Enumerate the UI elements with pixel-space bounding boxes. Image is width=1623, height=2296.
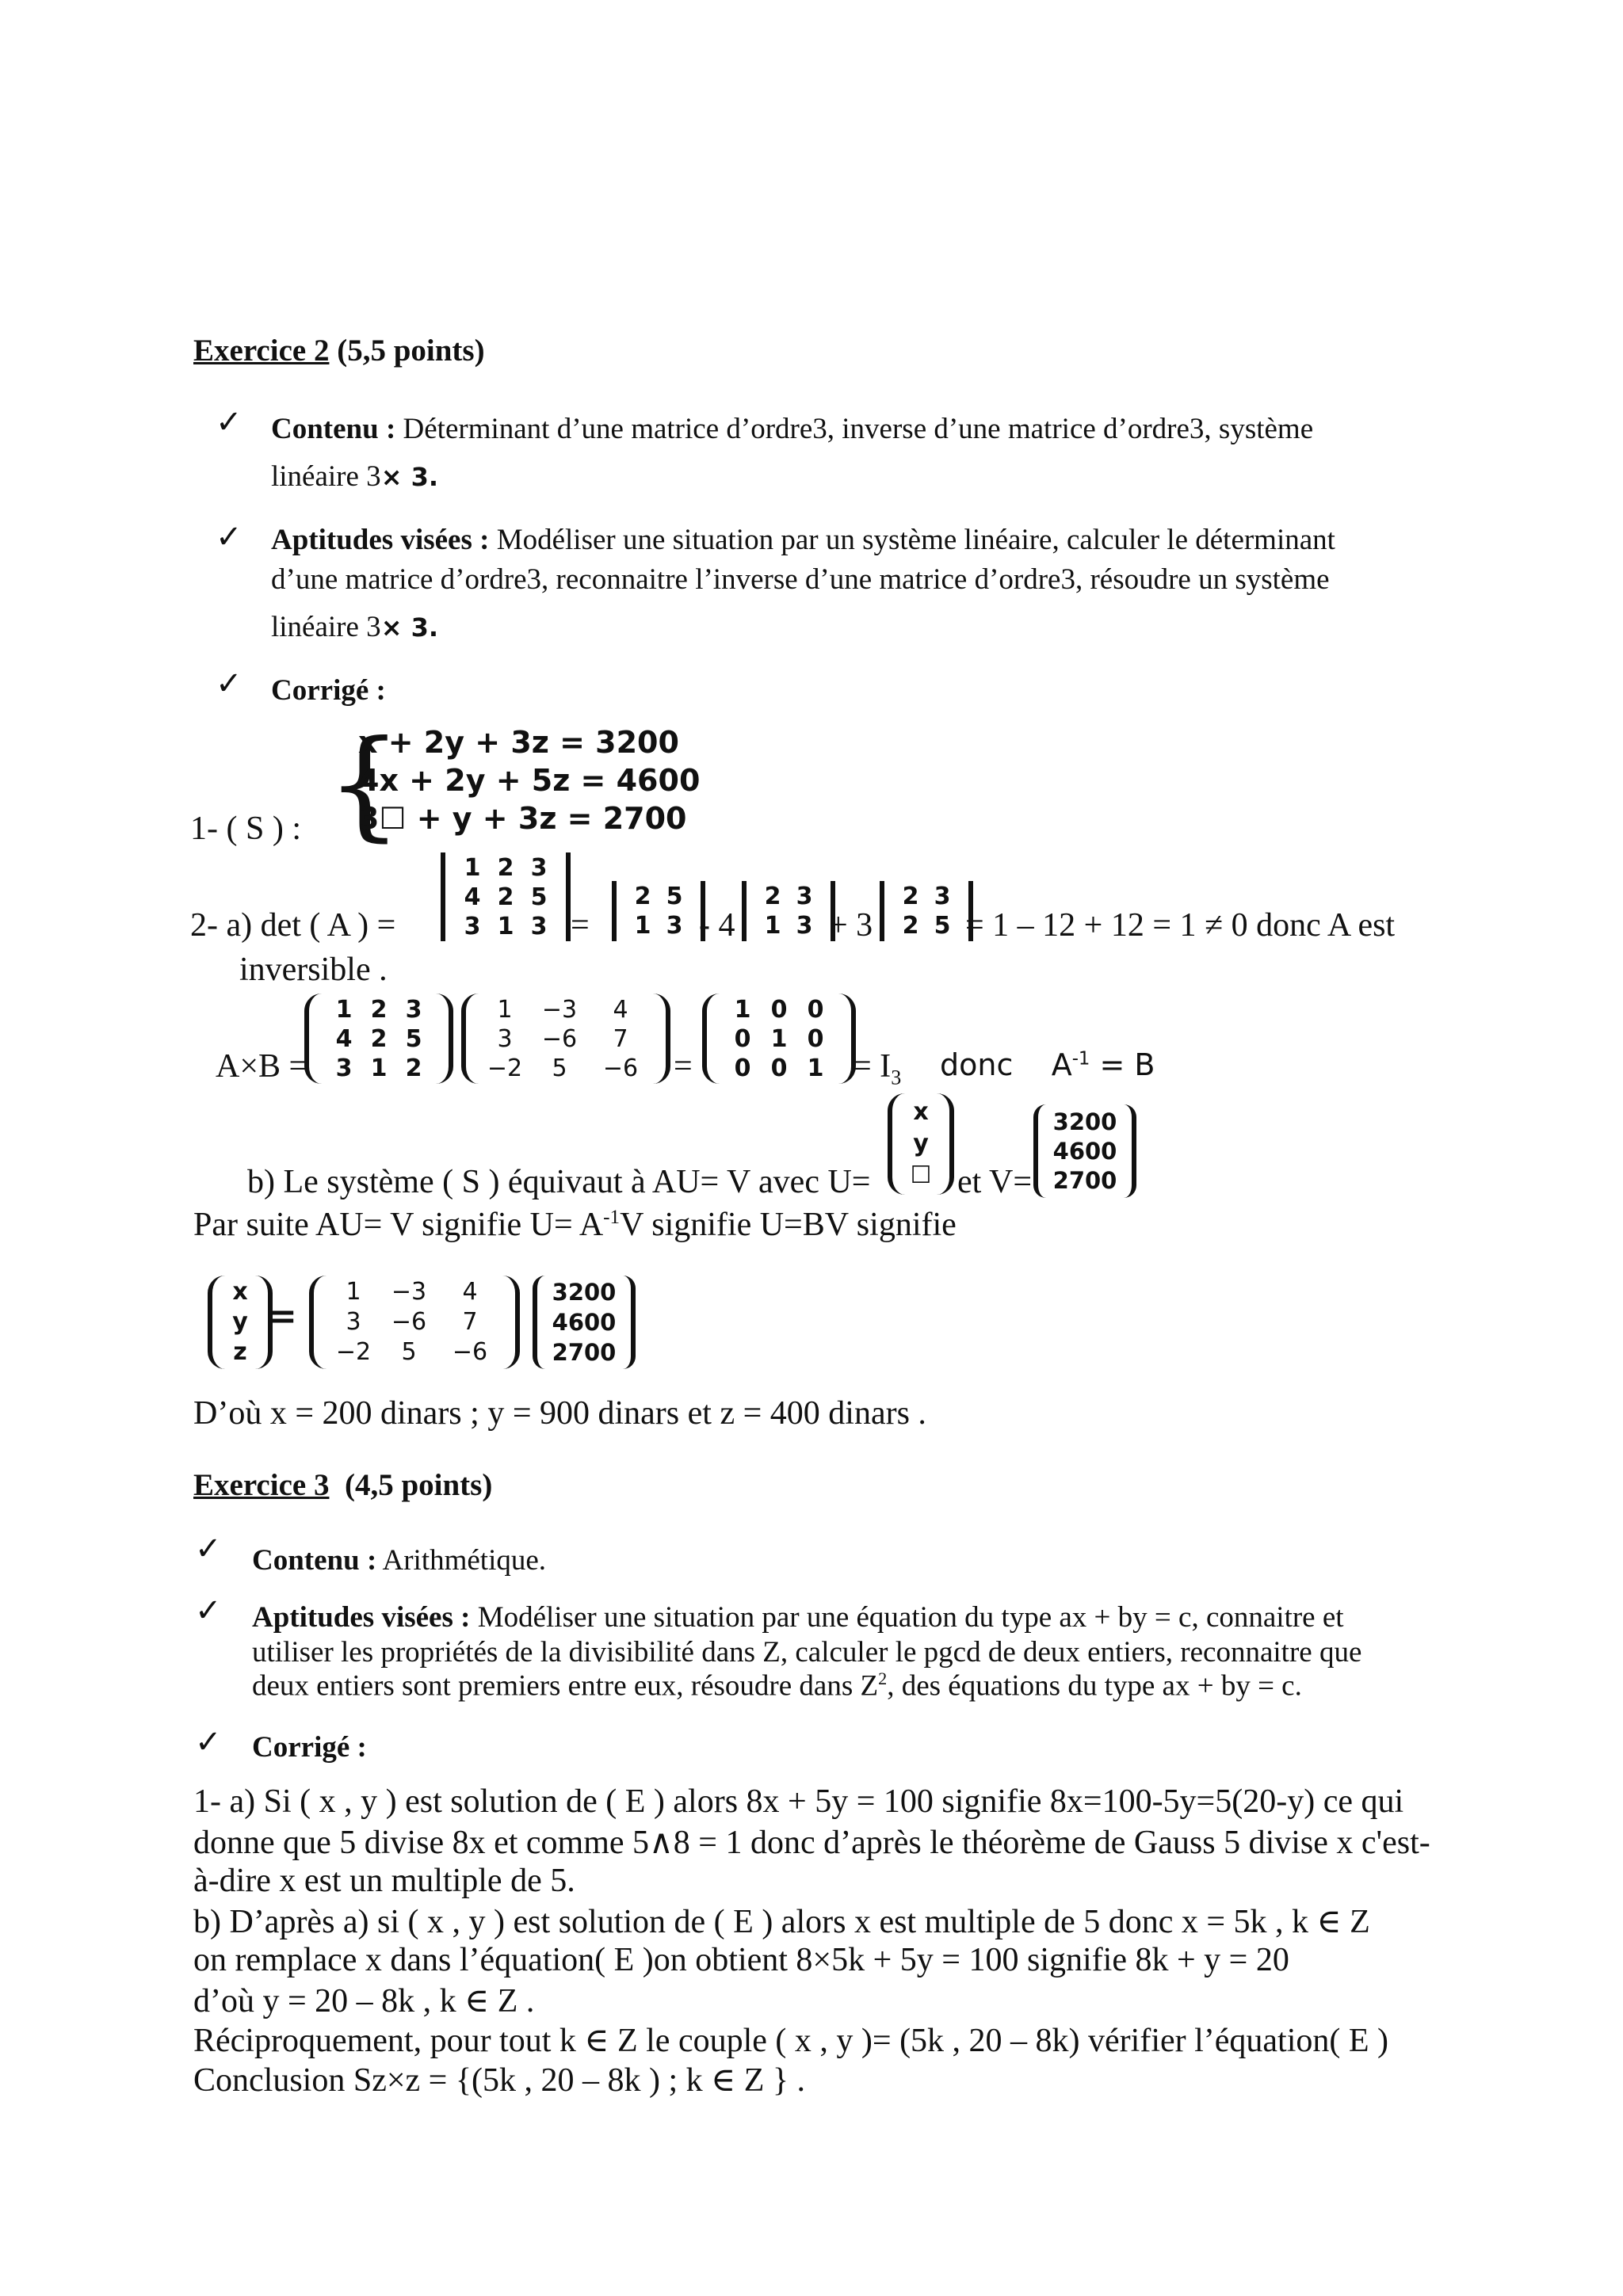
aptitudes-line1: Modéliser une situation par un système linéaire, calculer le déterminant xyxy=(496,524,1335,556)
contenu-label: Contenu : xyxy=(271,413,396,445)
matrix-b-final: 1 −3 4 3 −6 7 −2 5 −6 xyxy=(309,1276,520,1369)
contenu-text: Arithmétique. xyxy=(382,1544,547,1577)
ex3-line-8: Conclusion Sz×z = {(5k , 20 – 8k ) ; k ∈ Z } . xyxy=(193,2062,806,2099)
equals-i3: = $I_3$ xyxy=(853,1048,902,1089)
check-icon: ✓ xyxy=(195,1724,222,1760)
check-icon: ✓ xyxy=(195,1531,222,1567)
contenu-text2: linéaire 3 xyxy=(271,460,381,493)
axb-label: A×B = xyxy=(216,1048,308,1085)
contenu-text: Déterminant d’une matrice d’ordre3, inverse d’une matrice d’ordre3, système xyxy=(403,413,1314,445)
minor1-matrix: 2 5 1 3 xyxy=(612,881,705,941)
donc-a-inv-b: donc $A^{-1} = B$ xyxy=(940,1047,1155,1082)
ex2-aptitudes-line3 xyxy=(271,610,438,644)
ex3-aptitudes-line3: deux entiers sont premiers entre eux, résoudre dans $Z^2$, des équations du type ax + by = c. xyxy=(252,1669,1302,1703)
ex3-line-3: à-dire x est un multiple de 5. xyxy=(193,1863,575,1899)
b-text: b) Le système ( S ) équivaut à AU= V avec U= xyxy=(247,1164,871,1200)
minor2-matrix: 2 3 1 3 xyxy=(742,881,835,941)
ex3-line-6: d’où y = 20 – 8k , k ∈ Z . xyxy=(193,1983,535,2019)
ex3-aptitudes xyxy=(252,1600,1344,1634)
corrige-label: Corrigé : xyxy=(252,1731,367,1764)
det-result: = 1 – 12 + 12 = 1 ≠ 0 donc A est xyxy=(965,907,1396,944)
det-a-matrix: 1 2 3 4 2 5 3 1 3 xyxy=(441,852,571,941)
aptitudes-label: Aptitudes visées : xyxy=(271,524,490,556)
system-brace: { xyxy=(327,715,403,853)
ex2-contenu-line2 xyxy=(271,460,438,494)
ex2-result: D’où x = 200 dinars ; y = 900 dinars et z = 400 dinars . xyxy=(193,1395,926,1432)
aptitudes-label: Aptitudes visées : xyxy=(252,1601,471,1634)
vector-xyz: x y z xyxy=(208,1276,273,1369)
times3: × 3. xyxy=(380,462,439,492)
ex3-points: (4,5 points) xyxy=(344,1468,493,1502)
ex2-title: Exercice 2 xyxy=(193,334,330,368)
system-eq1: x + 2y + 3z = 3200 xyxy=(358,725,679,760)
vector-v-final: 3200 4600 2700 xyxy=(533,1276,636,1369)
ex2-points: (5,5 points) xyxy=(337,334,485,368)
minus-four: - 4 xyxy=(699,907,735,944)
ex3-line-5: on remplace x dans l’équation( E )on obtient 8×5k + 5y = 100 signifie 8k + y = 20 xyxy=(193,1942,1289,1978)
aptitudes-line3: linéaire 3 xyxy=(271,611,381,643)
ex3-contenu xyxy=(252,1543,546,1577)
ex3-line-4: b) D’après a) si ( x , y ) est solution de ( E ) alors x est multiple de 5 donc x = 5k , k ∈ Z xyxy=(193,1904,1370,1940)
equals-sign: = xyxy=(674,1048,693,1085)
identity-matrix: 1 0 0 0 1 0 0 0 1 xyxy=(702,994,856,1084)
minor3-matrix: 2 3 2 5 xyxy=(880,881,973,941)
system-eq3: 3☐ + y + 3z = 2700 xyxy=(358,801,687,836)
check-icon: ✓ xyxy=(216,404,242,441)
q2a-label: 2- a) det ( A ) = xyxy=(190,907,396,944)
contenu-label: Contenu : xyxy=(252,1544,377,1577)
ex2-contenu xyxy=(271,412,1313,446)
par-suite-line: Par suite AU= V signifie $U= A^{-1}V$ signifie U=BV signifie xyxy=(193,1207,957,1243)
equals-sign: = xyxy=(571,907,590,944)
linear-system xyxy=(358,723,700,837)
ex2-aptitudes xyxy=(271,523,1335,557)
corrige-label: Corrigé : xyxy=(271,674,386,707)
q1-label: 1- ( S ) : xyxy=(190,810,301,847)
matrix-b: 1 −3 4 3 −6 7 −2 5 −6 xyxy=(461,994,670,1084)
ex3-line-1: 1- a) Si ( x , y ) est solution de ( E ) alors 8x + 5y = 100 signifie 8x=100-5y=5(20-y) ce qui xyxy=(193,1783,1404,1820)
equals-sign: = xyxy=(268,1296,297,1337)
system-eq2: 4x + 2y + 5z = 4600 xyxy=(358,763,701,798)
aptitudes-line2: utiliser les propriétés de la divisibilité dans Z, calculer le pgcd de deux entiers, reconnaitre que xyxy=(252,1636,1362,1669)
matrix-a: 1 2 3 4 2 5 3 1 2 xyxy=(304,994,453,1084)
aptitudes-line1: Modéliser une situation par une équation du type ax + by = c, connaitre et xyxy=(477,1601,1344,1634)
ex2-heading xyxy=(193,333,485,368)
check-icon: ✓ xyxy=(195,1592,222,1629)
vector-v: 3200 4600 2700 xyxy=(1033,1104,1136,1198)
times3: × 3. xyxy=(380,612,439,643)
ex3-title: Exercice 3 xyxy=(193,1468,330,1502)
et-v: et V= xyxy=(957,1164,1033,1200)
ex3-line-7: Réciproquement, pour tout k ∈ Z le couple ( x , y )= (5k , 20 – 8k) vérifier l’équation( E ) xyxy=(193,2023,1389,2059)
ex3-line-2: donne que 5 divise 8x et comme 5∧8 = 1 donc d’après le théorème de Gauss 5 divise x c'est- xyxy=(193,1825,1430,1861)
vector-u: x y ☐ xyxy=(888,1093,954,1195)
check-icon: ✓ xyxy=(216,519,242,555)
check-icon: ✓ xyxy=(216,666,242,702)
inversible-text: inversible . xyxy=(239,952,388,988)
ex3-heading xyxy=(193,1467,492,1503)
plus-three: + 3 xyxy=(829,907,873,944)
aptitudes-line2: d’une matrice d’ordre3, reconnaitre l’inverse d’une matrice d’ordre3, résoudre un système xyxy=(271,563,1330,596)
